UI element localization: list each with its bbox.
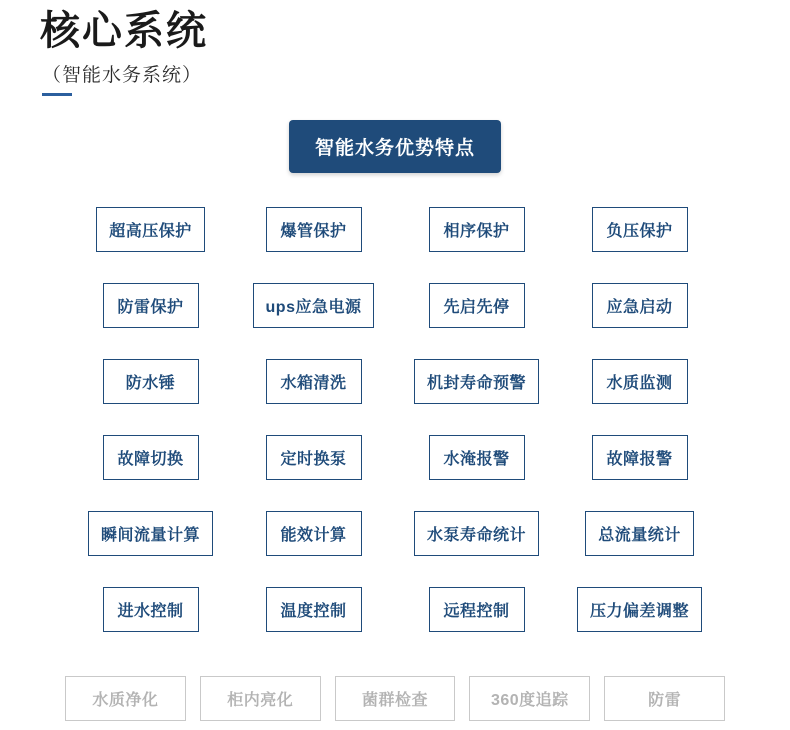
page-header <box>0 0 790 96</box>
feature-chip[interactable]: 防雷保护 <box>103 283 199 328</box>
feature-chip[interactable]: 超高压保护 <box>96 207 205 252</box>
grid-cell <box>574 207 705 252</box>
feature-chip[interactable]: 水淹报警 <box>429 435 525 480</box>
grid-cell <box>411 283 542 328</box>
secondary-feature-chip[interactable]: 360度追踪 <box>469 676 590 721</box>
title-underline-rule <box>42 93 72 96</box>
feature-chip[interactable]: 负压保护 <box>592 207 688 252</box>
feature-chip[interactable]: 防水锤 <box>103 359 199 404</box>
grid-cell <box>85 435 216 480</box>
grid-cell <box>248 511 379 556</box>
grid-cell <box>411 435 542 480</box>
grid-cell <box>85 511 216 556</box>
grid-cell <box>248 207 379 252</box>
banner-container <box>0 120 790 173</box>
feature-chip[interactable]: 故障报警 <box>592 435 688 480</box>
feature-chip[interactable]: 水质监测 <box>592 359 688 404</box>
secondary-feature-chip[interactable]: 水质净化 <box>65 676 186 721</box>
feature-chip[interactable]: 瞬间流量计算 <box>88 511 213 556</box>
grid-cell <box>574 511 705 556</box>
grid-cell <box>85 587 216 632</box>
feature-chip[interactable]: 爆管保护 <box>266 207 362 252</box>
feature-chip[interactable]: 水箱清洗 <box>266 359 362 404</box>
feature-chip[interactable]: 应急启动 <box>592 283 688 328</box>
grid-cell <box>248 359 379 404</box>
secondary-feature-chip[interactable]: 防雷 <box>604 676 725 721</box>
feature-chip[interactable]: 温度控制 <box>266 587 362 632</box>
grid-cell <box>248 435 379 480</box>
feature-chip[interactable]: 远程控制 <box>429 587 525 632</box>
feature-chip[interactable]: 能效计算 <box>266 511 362 556</box>
secondary-feature-chip[interactable]: 柜内亮化 <box>200 676 321 721</box>
grid-cell <box>248 283 379 328</box>
feature-chip[interactable]: 定时换泵 <box>266 435 362 480</box>
secondary-feature-row <box>65 676 725 721</box>
feature-chip[interactable]: 相序保护 <box>429 207 525 252</box>
grid-cell <box>411 359 542 404</box>
grid-cell <box>574 359 705 404</box>
page-title: 核心系统 <box>40 9 208 53</box>
feature-grid <box>85 207 705 632</box>
feature-chip[interactable]: 压力偏差调整 <box>577 587 702 632</box>
secondary-feature-chip[interactable]: 菌群检查 <box>335 676 456 721</box>
feature-chip[interactable]: 总流量统计 <box>585 511 694 556</box>
page-subtitle: （智能水务系统） <box>42 65 203 86</box>
grid-cell <box>411 207 542 252</box>
feature-chip[interactable]: 水泵寿命统计 <box>414 511 539 556</box>
grid-cell <box>248 587 379 632</box>
feature-chip[interactable]: 机封寿命预警 <box>414 359 539 404</box>
grid-cell <box>411 511 542 556</box>
grid-cell <box>85 359 216 404</box>
grid-cell <box>574 435 705 480</box>
grid-cell <box>411 587 542 632</box>
feature-chip[interactable]: 先启先停 <box>429 283 525 328</box>
grid-cell <box>574 587 705 632</box>
banner-title: 智能水务优势特点 <box>289 120 501 173</box>
grid-cell <box>574 283 705 328</box>
feature-chip[interactable]: 故障切换 <box>103 435 199 480</box>
grid-cell <box>85 283 216 328</box>
feature-chip[interactable]: 进水控制 <box>103 587 199 632</box>
feature-chip[interactable]: ups应急电源 <box>253 283 375 328</box>
grid-cell <box>85 207 216 252</box>
